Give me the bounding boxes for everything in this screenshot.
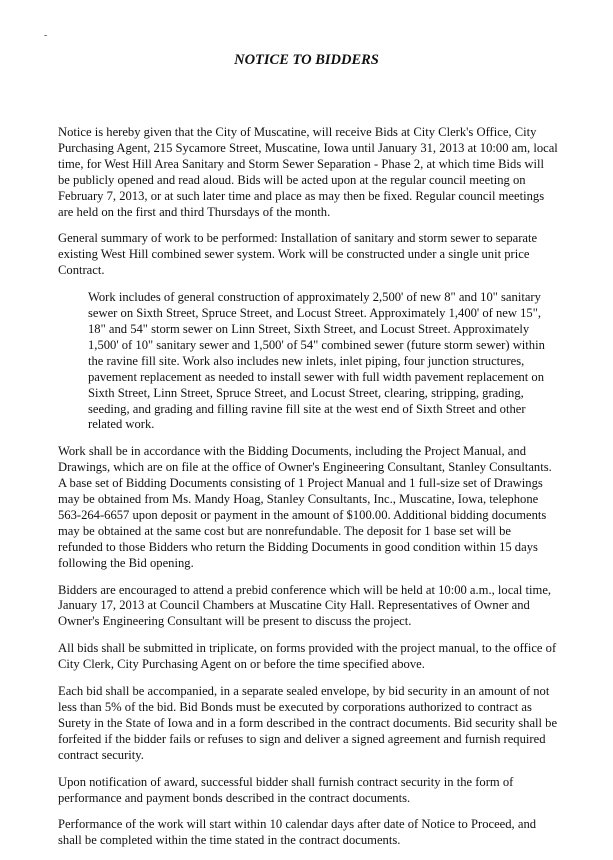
paragraph-notice: Notice is hereby given that the City of Muscatine, will receive Bids at City Clerk's Office, City Purchasing Agent, 215 Sycamore Street, Muscatine, Iowa until January 31, 2013 at 10:00 am, local time, for West Hill Area Sanitary and Storm Sewer Separation - Phase 2, at which time Bids will be publicly opened and read aloud. Bids will be acted upon at the regular council meeting on February 7, 2013, or at such later time and place as may then be fixed. Regular council meetings are held on the first and third Thursdays of the month. bbox=[58, 125, 558, 219]
document-body bbox=[58, 125, 558, 860]
paragraph-bid-security: Each bid shall be accompanied, in a separate sealed envelope, by bid security in an amount of not less than 5% of the bid. Bid Bonds must be executed by corporations authorized to contract as Surety in the State of Iowa and in a form described in the contract documents. Bid security shall be forfeited if the bidder fails or refuses to sign and deliver a signed agreement and furnish required contract security. bbox=[58, 684, 558, 762]
paragraph-performance: Performance of the work will start within 10 calendar days after date of Notice to Proceed, and shall be completed within the time stated in the contract documents. bbox=[58, 817, 537, 848]
paragraph-bidding-documents: Work shall be in accordance with the Bidding Documents, including the Project Manual, and Drawings, which are on file at the office of Owner's Engineering Consultant, Stanley Consultants. A base set of Bidding Documents consisting of 1 Project Manual and 1 full-size set of Drawings may be obtained from Ms. Mandy Hoag, Stanley Consultants, Inc., Muscatine, Iowa, telephone 563-264-6657 upon deposit or payment in the amount of $100.00. Additional bidding documents may be obtained at the same cost but are nonrefundable. The deposit for 1 base set will be refunded to those Bidders who return the Bidding Documents in good condition within 15 days following the Bid opening. bbox=[58, 444, 552, 570]
paragraph-work-includes: Work includes of general construction of approximately 2,500' of new 8" and 10" sanitary sewer on Sixth Street, Spruce Street, and Locust Street. Approximately 1,400' of new 15", 18" and 54" storm sewer on Linn Street, Sixth Street, and Locust Street. Approximately 1,500' of 10" sanitary sewer and 1,500' of 54" combined sewer (future storm sewer) within the ravine fill site. Work also includes new inlets, inlet piping, four junction structures, pavement replacement as needed to install sewer with full width pavement replacement on Sixth Street, Linn Street, Spruce Street, and Locust Street, clearing, stripping, grading, seeding, and grading and filling ravine fill site at the west end of Sixth Street and other related work. bbox=[88, 290, 545, 432]
scan-mark: - bbox=[44, 30, 48, 41]
paragraph-submission: All bids shall be submitted in triplicate, on forms provided with the project manual, to the office of City Clerk, City Purchasing Agent on or before the time specified above. bbox=[58, 641, 557, 672]
paragraph-award: Upon notification of award, successful bidder shall furnish contract security in the form of performance and payment bonds described in the contract documents. bbox=[58, 774, 514, 805]
paragraph-summary: General summary of work to be performed: Installation of sanitary and storm sewer to separate existing West Hill combined sewer system. Work will be constructed under a single unit price Contract. bbox=[58, 231, 538, 278]
paragraph-prebid: Bidders are encouraged to attend a prebid conference which will be held at 10:00 a.m., local time, January 17, 2013 at Council Chambers at Muscatine City Hall. Representatives of Owner and Owner's Engineering Consultant will be present to discuss the project. bbox=[58, 582, 552, 629]
page-title: NOTICE TO BIDDERS bbox=[234, 52, 379, 68]
